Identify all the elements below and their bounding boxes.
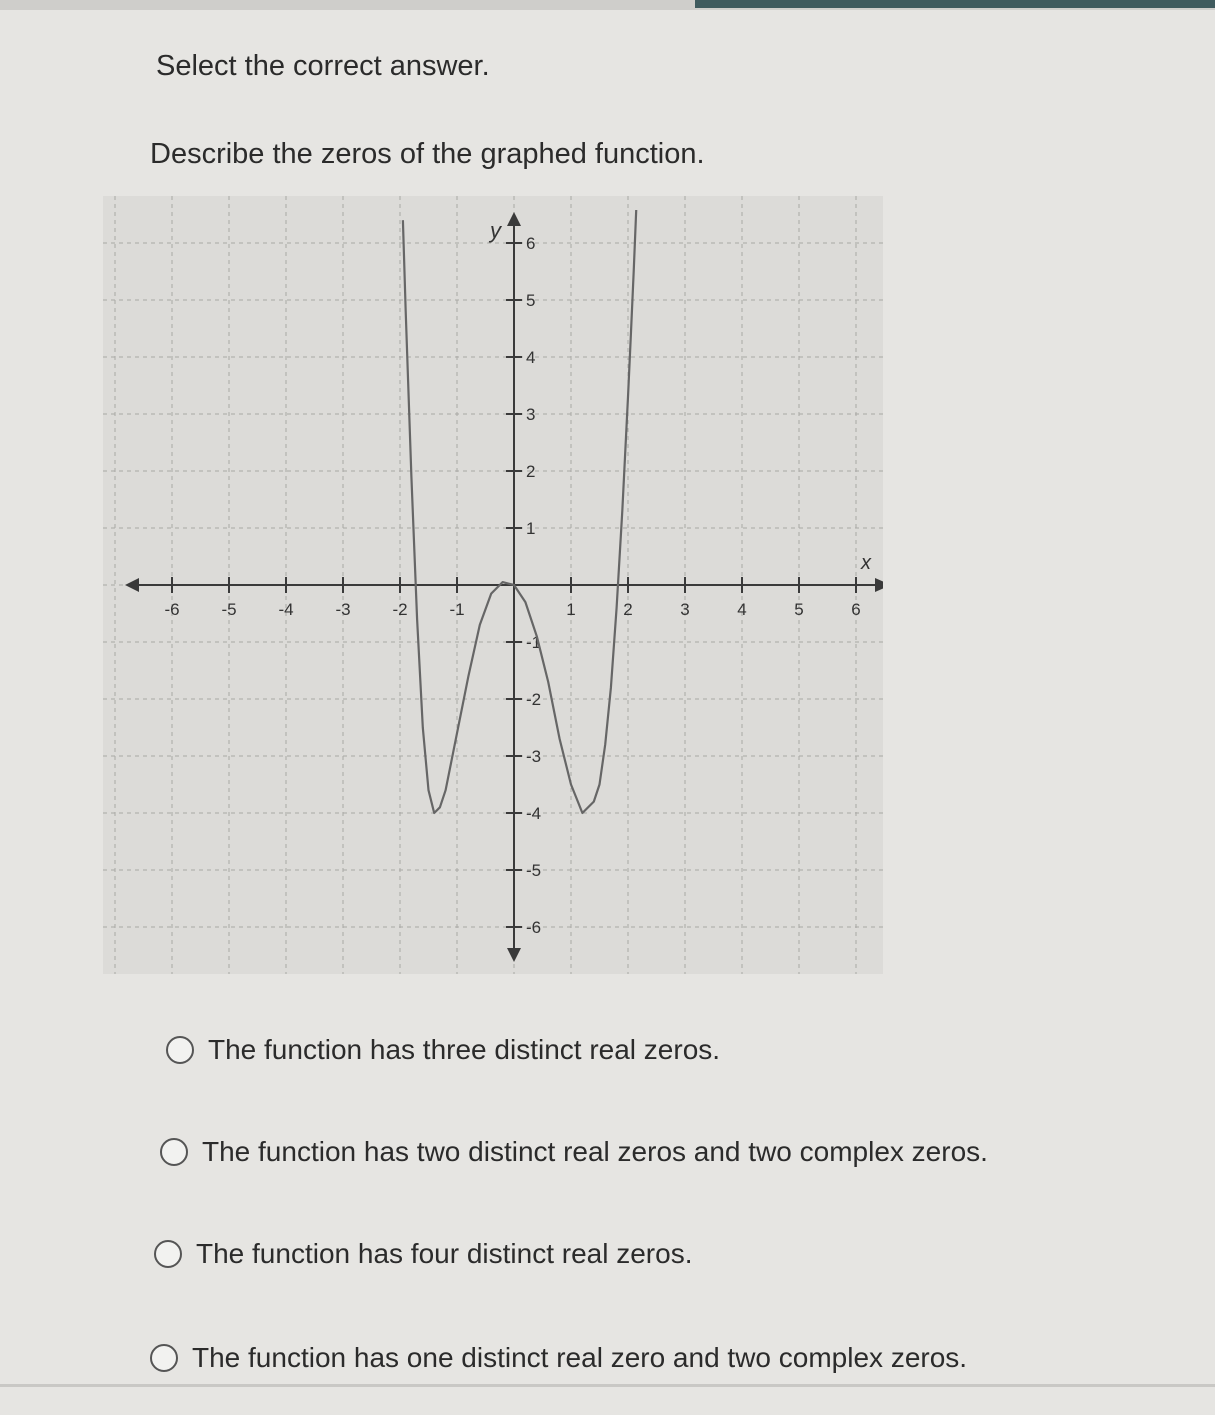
answer-option-1[interactable] bbox=[166, 1034, 720, 1066]
answer-option-label: The function has one distinct real zero and two complex zeros. bbox=[192, 1342, 968, 1373]
top-bar bbox=[0, 0, 1215, 10]
y-tick-label: 6 bbox=[526, 234, 536, 253]
top-bar-accent bbox=[695, 0, 1215, 8]
radio-button[interactable] bbox=[166, 1036, 194, 1064]
instruction-text: Select the correct answer. bbox=[156, 50, 490, 82]
radio-button[interactable] bbox=[150, 1344, 178, 1372]
y-tick-label: 2 bbox=[526, 462, 536, 481]
x-axis-arrow-right bbox=[875, 578, 883, 592]
bottom-divider bbox=[0, 1384, 1215, 1387]
y-tick-label: -3 bbox=[526, 747, 542, 766]
answer-option-2[interactable] bbox=[160, 1136, 988, 1168]
x-tick-label: 6 bbox=[851, 600, 861, 619]
x-tick-label: -6 bbox=[164, 600, 180, 619]
answer-option-4[interactable] bbox=[150, 1342, 967, 1374]
x-axis-label: x bbox=[861, 552, 871, 574]
x-tick-label: -4 bbox=[278, 600, 294, 619]
answer-option-label: The function has three distinct real zeros. bbox=[208, 1034, 721, 1065]
x-tick-label: -2 bbox=[392, 600, 408, 619]
y-axis-arrow-up bbox=[507, 212, 521, 226]
x-tick-label: 4 bbox=[737, 600, 747, 619]
x-axis-arrow-left bbox=[125, 578, 139, 592]
x-tick-label: -3 bbox=[335, 600, 351, 619]
y-tick-label: -1 bbox=[526, 633, 542, 652]
x-tick-label: 5 bbox=[794, 600, 804, 619]
y-axis-label: y bbox=[490, 218, 501, 243]
radio-button[interactable] bbox=[154, 1240, 182, 1268]
x-tick-label: -5 bbox=[221, 600, 237, 619]
graph-svg bbox=[103, 196, 883, 974]
y-tick-label: 3 bbox=[526, 405, 536, 424]
y-axis-arrow-down bbox=[507, 948, 521, 962]
y-tick-label: -2 bbox=[526, 690, 542, 709]
y-tick-label: 1 bbox=[526, 519, 536, 538]
y-tick-label: 5 bbox=[526, 291, 536, 310]
answer-option-label: The function has four distinct real zeros. bbox=[196, 1238, 693, 1269]
function-graph bbox=[103, 196, 883, 974]
question-text: Describe the zeros of the graphed function. bbox=[150, 138, 705, 170]
y-tick-label: 4 bbox=[526, 348, 536, 367]
y-tick-label: -5 bbox=[526, 861, 542, 880]
answer-option-3[interactable] bbox=[154, 1238, 692, 1270]
y-tick-label: -4 bbox=[526, 804, 542, 823]
x-tick-label: 1 bbox=[566, 600, 576, 619]
x-tick-label: 3 bbox=[680, 600, 690, 619]
x-tick-label: -1 bbox=[449, 600, 465, 619]
y-tick-label: -6 bbox=[526, 918, 542, 937]
x-tick-label: 2 bbox=[623, 600, 633, 619]
radio-button[interactable] bbox=[160, 1138, 188, 1166]
function-curve bbox=[403, 196, 642, 813]
answer-option-label: The function has two distinct real zeros and two complex zeros. bbox=[202, 1136, 988, 1167]
